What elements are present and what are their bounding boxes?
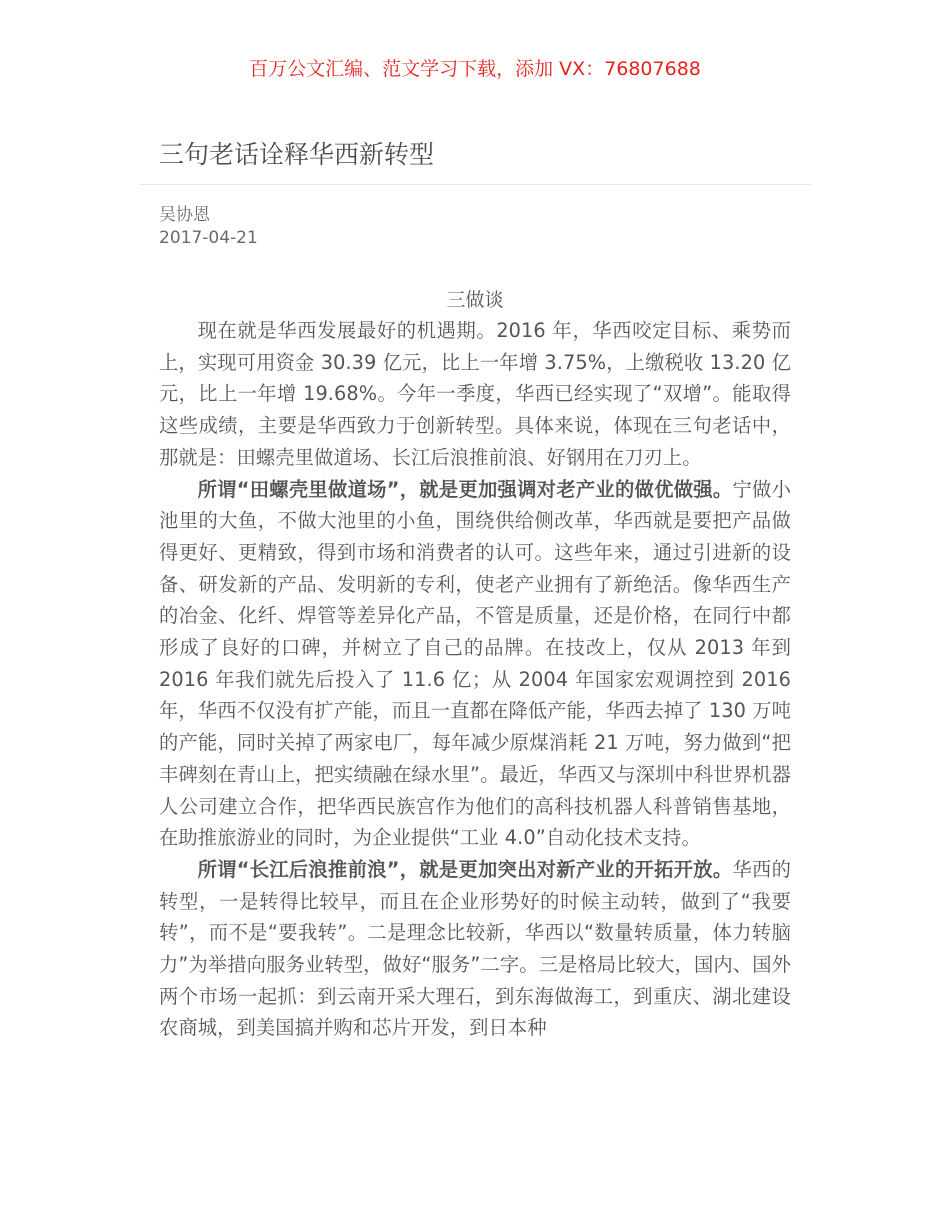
paragraph [159,315,791,474]
paragraph-text: 宁做小池里的大鱼，不做大池里的小鱼，围绕供给侧改革，华西就是要把产品做得更好、更精致，得到市场和消费者的认可。这些年来，通过引进新的设备、研发新的产品、发明新的专利，使老产业拥有了新绝活。像华西生产的冶金、化纤、焊管等差异化产品，不管是质量，还是价格，在同行中都形成了良好的口碑，并树立了自己的品牌。在技改上，仅从 2013 年到 2016 年我们就先后投入了 11.6 亿；从 2004 年国家宏观调控到 2016 年，华西不仅没有扩产能，而且一直都在降低产能，华西去掉了 130 万吨的产能，同时关掉了两家电厂，每年减少原煤消耗 21 万吨，努力做到“把丰碑刻在青山上，把实绩融在绿水里”。最近，华西又与深圳中科世界机器人公司建立合作，把华西民族宫作为他们的高科技机器人科普销售基地，在助推旅游业的同时，为企业提供“工业 4.0”自动化技术支持。 [159,477,791,850]
article-title: 三句老话诠释华西新转型 [159,140,435,169]
article-author: 吴协恩 [159,205,210,225]
paragraph-lead: 所谓“长江后浪推前浪”，就是更加突出对新产业的开拓开放。 [197,857,733,881]
article-body [159,315,791,1044]
paragraph-text: 华西的转型，一是转得比较早，而且在企业形势好的时候主动转，做到了“我要转”，而不是“要我转”。二是理念比较新，华西以“数量转质量，体力转脑力”为举措向服务业转型，做好“服务”二字。三是格局比较大，国内、国外两个市场一起抓：到云南开采大理石，到东海做海工，到重庆、湖北建设农商城，到美国搞并购和芯片开发，到日本种 [159,857,791,1040]
section-title: 三做谈 [446,289,504,311]
paragraph [159,854,791,1044]
promo-banner: 百万公文汇编、范文学习下载，添加 VX：76807688 [249,58,701,80]
paragraph-lead: 所谓“田螺壳里做道场”，就是更加强调对老产业的做优做强。 [197,477,733,501]
article-date: 2017-04-21 [159,228,258,248]
paragraph [159,474,791,854]
title-divider [140,184,811,185]
paragraph-text: 现在就是华西发展最好的机遇期。2016 年，华西咬定目标、乘势而上，实现可用资金 30.39 亿元，比上一年增 3.75%，上缴税收 13.20 亿元，比上一年增 19.68%。今年一季度，华西已经实现了“双增”。能取得这些成绩，主要是华西致力于创新转型。具体来说，体现在三句老话中，那就是：田螺壳里做道场、长江后浪推前浪、好钢用在刀刃上。 [159,319,791,469]
